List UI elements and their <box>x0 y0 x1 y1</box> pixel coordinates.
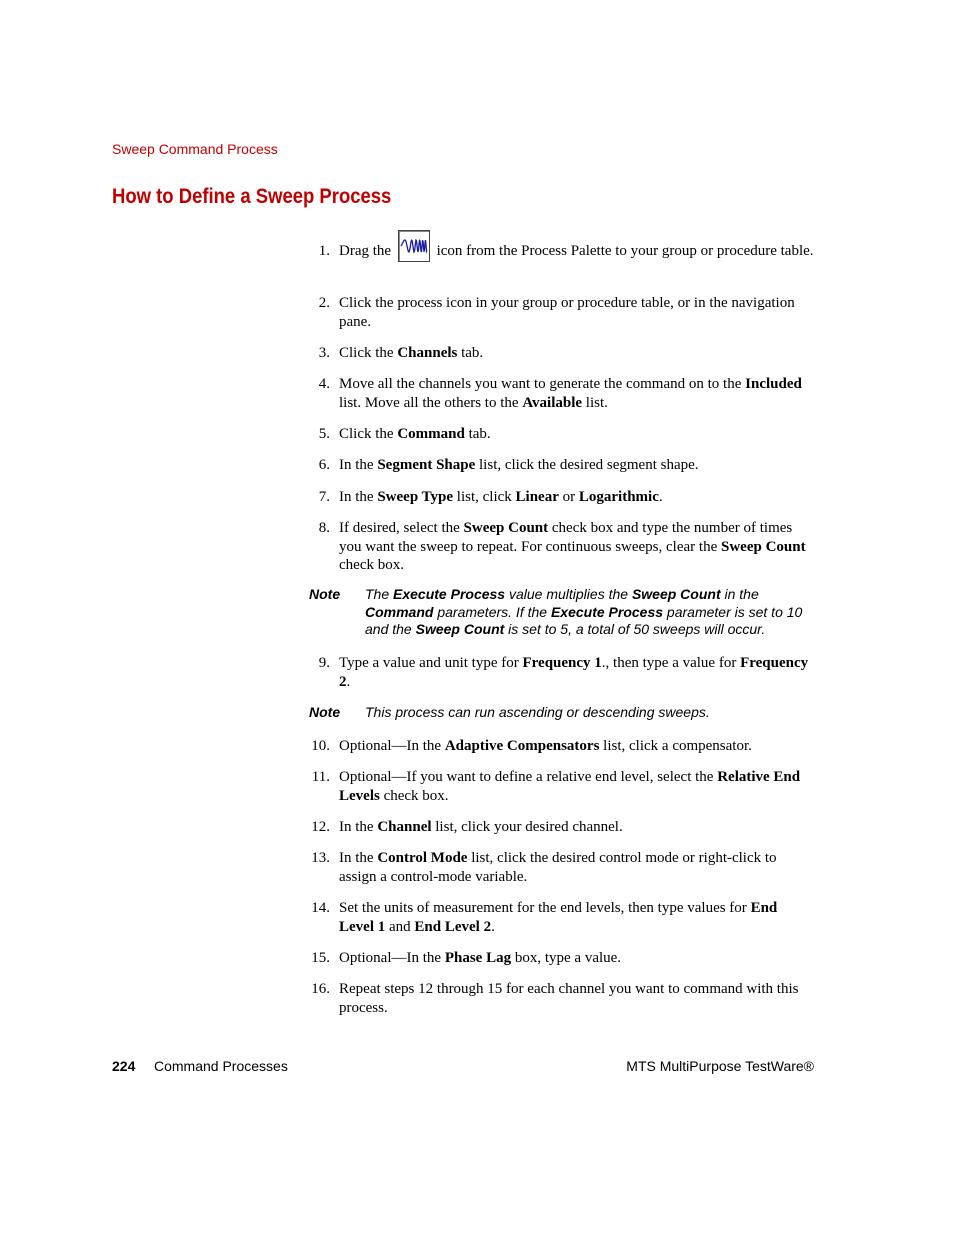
step-text <box>339 899 815 936</box>
step-text <box>339 818 815 837</box>
step-number: 14. <box>311 900 330 916</box>
step-number: 8. <box>318 520 330 536</box>
step-number: 4. <box>318 376 330 392</box>
ui-term: Frequency 1 <box>522 655 602 671</box>
ui-term: Adaptive Compensators <box>444 738 600 754</box>
running-head: Sweep Command Process <box>112 141 278 157</box>
text-run: Drag the <box>339 243 395 259</box>
step-5 <box>305 425 815 444</box>
text-run: check box. <box>339 557 404 573</box>
footer-page-number: 224 <box>112 1058 136 1074</box>
text-run: Click the process icon in your group or procedure table, or in the navigation pane. <box>339 295 795 330</box>
ui-term: Execute Process <box>393 586 506 602</box>
step-text <box>339 849 815 886</box>
step-text <box>339 488 815 507</box>
ui-term: Phase Lag <box>444 950 512 966</box>
ui-term: Sweep Type <box>377 489 454 505</box>
note-callout <box>309 586 815 639</box>
text-run: . <box>658 489 663 505</box>
step-number: 1. <box>318 243 330 259</box>
ui-term: Sweep Count <box>631 586 721 602</box>
step-3 <box>305 344 815 363</box>
text-run: list, click your desired channel. <box>431 819 623 835</box>
text-run: . <box>491 918 495 935</box>
note-callout <box>309 704 815 722</box>
text-run: Optional—In the <box>339 738 445 754</box>
step-16 <box>305 980 815 1017</box>
ui-term: Relative End Levels <box>339 769 801 804</box>
ui-term: Sweep Count <box>463 520 549 536</box>
text-run: In the <box>339 489 378 505</box>
text-run: tab. <box>464 426 491 442</box>
ui-term: End Level 1 <box>339 900 778 935</box>
text-run: list, click the desired control mode or right-click to assign a control-mode variable. <box>339 850 777 885</box>
ui-term: Control Mode <box>377 850 468 866</box>
text-run: Move all the channels you want to generate the command on to the <box>339 376 746 392</box>
step-4 <box>305 375 815 412</box>
step-text <box>339 949 815 968</box>
step-number: 15. <box>311 950 330 966</box>
text-run: in the <box>720 586 759 602</box>
text-run: The <box>365 586 394 602</box>
ui-term: Available <box>522 394 583 411</box>
text-run: Click the <box>339 426 398 442</box>
ui-term: Linear <box>515 489 559 505</box>
text-run: icon from the Process Palette to your group or procedure table. <box>432 243 814 259</box>
text-run: Optional—If you want to define a relative end level, select the <box>339 769 718 785</box>
text-run: This process can run ascending or descending sweeps. <box>365 704 710 720</box>
step-14 <box>305 899 815 936</box>
step-2 <box>305 294 815 331</box>
section-title: How to Define a Sweep Process <box>112 185 392 208</box>
sweep-process-icon <box>398 230 430 262</box>
text-run: . <box>346 673 351 690</box>
step-text <box>339 654 815 691</box>
step-15 <box>305 949 815 968</box>
step-10 <box>305 737 815 756</box>
ui-term: Channels <box>397 345 458 361</box>
text-run: If desired, select the <box>339 520 464 536</box>
ui-term: Sweep Count <box>720 538 806 555</box>
step-8 <box>305 519 815 575</box>
text-run: list. <box>582 394 608 411</box>
step-number: 3. <box>318 345 330 361</box>
ui-term: Channel <box>377 819 432 835</box>
text-run: check box and type the number of times you want the sweep to repeat. For continuous sweeps, clear the <box>339 520 793 555</box>
step-number: 16. <box>311 981 330 997</box>
text-run: check box. <box>379 787 449 804</box>
text-run: Set the units of measurement for the end levels, then type values for <box>339 900 751 916</box>
step-text <box>339 425 815 444</box>
ui-term: Command <box>397 426 465 442</box>
text-run: list, click the desired segment shape. <box>475 457 699 473</box>
text-run: box, type a value. <box>511 950 622 966</box>
step-number: 9. <box>318 655 330 671</box>
step-number: 10. <box>311 738 330 754</box>
text-run: parameter is set to 10 and the <box>365 603 803 637</box>
text-run: Optional—In the <box>339 950 445 966</box>
text-run: ., then type a value for <box>601 655 741 671</box>
step-number: 2. <box>318 295 330 311</box>
ui-term: Logarithmic <box>578 489 659 505</box>
note-text <box>365 704 815 722</box>
step-number: 12. <box>311 819 330 835</box>
step-number: 5. <box>318 426 330 442</box>
step-number: 13. <box>311 850 330 866</box>
step-text <box>339 294 815 331</box>
step-text <box>339 344 815 363</box>
text-run: In the <box>339 457 378 473</box>
ui-term: Included <box>745 376 802 392</box>
step-1 <box>305 239 815 264</box>
step-number: 11. <box>311 769 330 785</box>
step-9 <box>305 654 815 691</box>
text-run: In the <box>339 850 378 866</box>
note-text <box>365 586 815 639</box>
note-label: Note <box>309 586 341 602</box>
step-12 <box>305 818 815 837</box>
text-run: list, click <box>453 489 516 505</box>
ui-term: Frequency 2 <box>339 655 809 690</box>
ui-term: Segment Shape <box>377 457 476 473</box>
ui-term: Execute Process <box>550 603 664 620</box>
step-text <box>339 768 815 805</box>
text-run: list, click a compensator. <box>599 738 752 754</box>
step-11 <box>305 768 815 805</box>
step-text <box>339 239 815 264</box>
text-run: In the <box>339 819 378 835</box>
text-run: Repeat steps 12 through 15 for each channel you want to command with this process. <box>339 981 799 1016</box>
text-run: list. Move all the others to the <box>339 394 523 411</box>
ui-term: Command <box>365 603 434 620</box>
text-run: value multiplies the <box>505 586 632 602</box>
ui-term: End Level 2 <box>414 918 492 935</box>
text-run: and <box>385 918 415 935</box>
step-text <box>339 375 815 412</box>
step-text <box>339 737 815 756</box>
note-label: Note <box>309 704 341 720</box>
text-run: tab. <box>457 345 484 361</box>
footer-product: MTS MultiPurpose TestWare® <box>626 1058 814 1074</box>
step-6 <box>305 456 815 475</box>
ui-term: Sweep Count <box>415 621 505 637</box>
text-run: Click the <box>339 345 398 361</box>
text-run: is set to 5, a total of 50 sweeps will occur. <box>504 621 766 637</box>
text-run: parameters. If the <box>433 603 551 620</box>
step-text <box>339 519 815 575</box>
step-7 <box>305 488 815 507</box>
text-run: or <box>558 489 579 505</box>
step-13 <box>305 849 815 886</box>
step-number: 7. <box>318 489 330 505</box>
step-number: 6. <box>318 457 330 473</box>
text-run: Type a value and unit type for <box>339 655 523 671</box>
step-text <box>339 980 815 1017</box>
footer-chapter: Command Processes <box>154 1058 288 1074</box>
step-text <box>339 456 815 475</box>
